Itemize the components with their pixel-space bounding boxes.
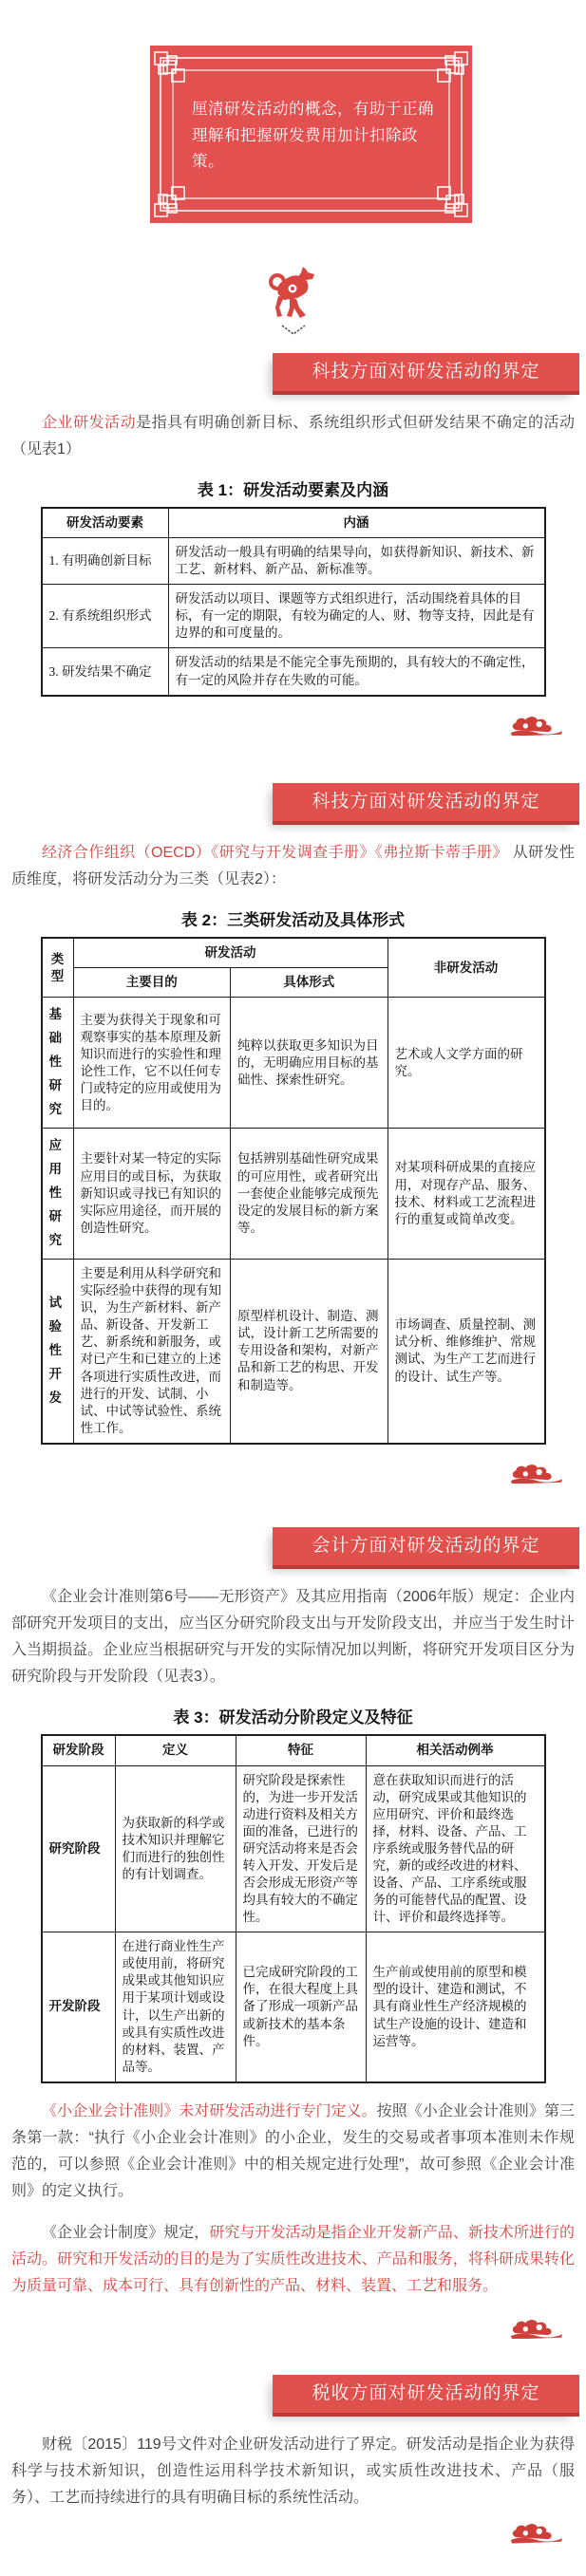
table-row xyxy=(42,538,545,585)
article-page xyxy=(0,46,586,2576)
cell-element: 1. 有明确创新目标 xyxy=(42,538,169,585)
cell-content: 研发活动的结果是不能完全事先预期的，具有较大的不确定性，有一定的风险并存在失败的可能。 xyxy=(168,648,545,696)
cell-content: 研发活动以项目、课题等方式组织进行，活动围绕着具体的目标，有一定的期限，有较为确定的人、财、物等支持，因此是有边界的和可度量的。 xyxy=(168,585,545,648)
paragraph-s4: 财税〔2015〕119号文件对企业研发活动进行了界定。研发活动是指企业为获得科学与技术新知识，创造性运用科学技术新知识，或实质性改进技术、产品（服务）、工艺而持续进行的具有明确目标的系统性活动。 xyxy=(11,2436,575,2507)
table-header-row xyxy=(42,938,545,968)
table3-header-examples: 相关活动例举 xyxy=(366,1735,545,1765)
chevron-down-icon xyxy=(281,325,306,336)
cell-stage: 开发阶段 xyxy=(42,1932,116,2082)
cell-content: 研发活动一般具有明确的结果导向，如获得新知识、新技术、新工艺、新材料、新产品、新标准等。 xyxy=(168,538,545,585)
cell-feature: 研究阶段是探索性的，为进一步开发活动进行资料及相关方面的准备，已进行的研究活动将来是否会转入开发、开发后是否会形成无形资产等均具有较大的不确定性。 xyxy=(236,1765,366,1932)
table2-header-purpose: 主要目的 xyxy=(73,968,231,998)
cell-examples: 意在获取知识而进行的活动，研究成果或其他知识的应用研究、评价和最终选择，材料、设备、产品、工序系统或服务替代品的研究，新的或经改进的材料、设备、产品、工序系统或服务的可能替代品的配置、设计、评价和最终选择等。 xyxy=(366,1765,545,1932)
cell-definition: 在进行商业性生产或使用前，将研究成果或其他知识应用于某项计划或设计，以生产出新的或具有实质性改进的材料、装置、产品等。 xyxy=(115,1932,236,2082)
cell-examples: 生产前或使用前的原型和模型的设计、建造和测试，不具有商业性生产经济规模的试生产设施的设计、建造和运营等。 xyxy=(366,1932,545,2082)
paragraph-s1 xyxy=(0,410,586,463)
table-row xyxy=(42,1765,545,1932)
intro-highlight-card xyxy=(150,46,472,223)
table-row xyxy=(42,648,545,696)
section-banner-tech-2: 科技方面对研发活动的界定 xyxy=(273,783,579,825)
paper-cut-horse-icon xyxy=(267,265,320,318)
cell-element: 3. 研发结果不确定 xyxy=(42,648,169,696)
highlight-small-std: 《小企业会计准则》未对研发活动进行专门定义。 xyxy=(42,2102,377,2119)
table2-header-type: 类型 xyxy=(42,938,74,998)
table-row xyxy=(42,585,545,648)
table3-header-definition: 定义 xyxy=(115,1735,236,1765)
cell-form: 包括辨别基础性研究成果的可应用性，或者研究出一套使企业能够完成预先设定的发展目标的新方案等。 xyxy=(231,1129,388,1260)
highlight-oecd-manuals: 经济合作组织（OECD）《研究与开发调查手册》《弗拉斯卡蒂手册》 xyxy=(42,845,508,862)
table1-header-element: 研发活动要素 xyxy=(42,508,169,538)
auspicious-cloud-icon xyxy=(511,2319,562,2340)
cell-stage: 研究阶段 xyxy=(42,1765,116,1932)
table3-title: 表 3：研发活动分阶段定义及特征 xyxy=(173,1708,413,1727)
table2-rd-types xyxy=(41,937,546,1445)
cell-nonrd: 对某项科研成果的直接应用，对现存产品、服务、技术、材料或工艺流程进行的重复或简单改变。 xyxy=(388,1129,545,1260)
paragraph-s3-intro: 《企业会计准则第6号——无形资产》及其应用指南（2006年版）规定：企业内部研究开发项目的支出，应当区分研究阶段支出与开发阶段支出，并应当于发生时计入当期损益。企业应当根据研究与开发的实际情况加以判断，将研究开发项目区分为研究阶段与开发阶段（见表3）。 xyxy=(11,1589,575,1686)
cell-feature: 已完成研究阶段的工作，在很大程度上具备了形成一项新产品或新技术的基本条件。 xyxy=(236,1932,366,2082)
cell-purpose: 主要为获得关于现象和可观察事实的基本原理及新知识而进行的实验性和理论性工作，它不以任何专门或特定的应用或使用为目的。 xyxy=(73,998,231,1129)
cell-type: 基础性研究 xyxy=(42,998,74,1129)
section-banner-tax: 税收方面对研发活动的界定 xyxy=(273,2375,579,2417)
intro-text: 厘清研发活动的概念，有助于正确理解和把握研发费用加计扣除政策。 xyxy=(192,101,434,171)
paragraph-s3-prefix: 《企业会计制度》规定， xyxy=(42,2224,210,2241)
table1-header-content: 内涵 xyxy=(168,508,545,538)
paragraph-s3-accounting-system xyxy=(0,2220,586,2300)
paragraph-s2 xyxy=(0,840,586,893)
highlight-term: 企业研发活动 xyxy=(42,415,137,431)
table-header-row xyxy=(42,1735,545,1765)
cell-form: 原型样机设计、制造、测试，设计新工艺所需要的专用设备和架构，对新产品和新工艺的构思、开发和制造等。 xyxy=(231,1260,388,1444)
table1-title: 表 1：研发活动要素及内涵 xyxy=(197,481,389,499)
table-row xyxy=(42,1932,545,2082)
paragraph-s3-small-rest: 按照《小企业会计准则》第三条第一款：“执行《小企业会计准则》的小企业，发生的交易或者事项本准则未作规范的，可以参照《企业会计准则》中的相关规定进行处理”，故可参照《企业会计准则》的定义执行。 xyxy=(11,2102,575,2199)
cell-definition: 为获取新的科学或技术知识并理解它们而进行的独创性的有计划调查。 xyxy=(115,1765,236,1932)
cell-type: 应用性研究 xyxy=(42,1129,74,1260)
paragraph-s3-small-enterprise xyxy=(0,2099,586,2205)
paragraph-s2-rest: 从研发性质维度，将研发活动分为三类（见表2）： xyxy=(11,845,575,888)
auspicious-cloud-icon xyxy=(511,2523,562,2544)
auspicious-cloud-icon xyxy=(511,716,562,737)
table-header-row xyxy=(42,508,545,538)
section-banner-tech-1: 科技方面对研发活动的界定 xyxy=(273,353,579,395)
cell-nonrd: 市场调查、质量控制、测试分析、维修维护、常规测试、为生产工艺而进行的设计、试生产等。 xyxy=(388,1260,545,1444)
table1-rd-elements xyxy=(41,507,546,697)
table2-title: 表 2：三类研发活动及具体形式 xyxy=(180,911,406,930)
table2-header-form: 具体形式 xyxy=(231,968,388,998)
table2-header-nonrd: 非研发活动 xyxy=(388,938,545,998)
cell-purpose: 主要是利用从科学研究和实际经验中获得的现有知识，为生产新材料、新产品、新设备、开发新工艺、新系统和新服务，或对已产生和已建立的上述各项进行实质性改进，而进行的开发、试制、小试、中试等试验性、系统性工作。 xyxy=(73,1260,231,1444)
table2-header-rd: 研发活动 xyxy=(73,938,388,968)
highlight-rd-definition: 研究与开发活动是指企业开发新产品、新技术所进行的活动。研究和开发活动的目的是为了实质性改进技术、产品和服务，将科研成果转化为质量可靠、成本可行、具有创新性的产品、材料、装置、工艺和服务。 xyxy=(11,2224,575,2294)
paragraph-s1-rest: 是指具有明确创新目标、系统组织形式但研发结果不确定的活动（见表1） xyxy=(11,415,575,457)
cell-purpose: 主要针对某一特定的实际应用目的或目标，为获取新知识或寻找已有知识的实际应用途径，而开展的创造性研究。 xyxy=(73,1129,231,1260)
table-row xyxy=(42,998,545,1129)
cell-element: 2. 有系统组织形式 xyxy=(42,585,169,648)
section-banner-accounting: 会计方面对研发活动的界定 xyxy=(273,1527,579,1569)
cell-nonrd: 艺术或人文学方面的研究。 xyxy=(388,998,545,1129)
table3-header-stage: 研发阶段 xyxy=(42,1735,116,1765)
section-divider xyxy=(0,265,586,336)
auspicious-cloud-icon xyxy=(511,1464,562,1484)
table-row xyxy=(42,1260,545,1444)
table3-rd-stages xyxy=(41,1734,546,2082)
cell-form: 纯粹以获取更多知识为目的，无明确应用目标的基础性、探索性研究。 xyxy=(231,998,388,1129)
cell-type: 试验性开发 xyxy=(42,1260,74,1444)
table3-header-feature: 特征 xyxy=(236,1735,366,1765)
table-row xyxy=(42,1129,545,1260)
